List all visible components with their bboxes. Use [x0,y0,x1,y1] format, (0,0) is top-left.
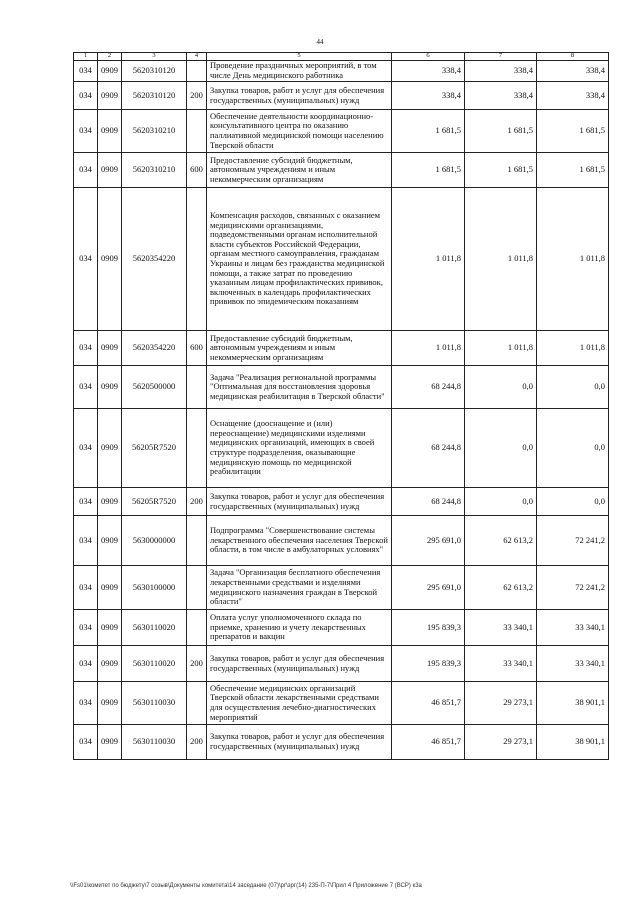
target-article-cell: 56205R7520 [122,409,187,488]
table-row [74,682,609,725]
section-code-cell: 0909 [98,82,122,110]
item-name-cell: Оснащение (дооснащение и (или) переоснащение) медицинскими изделиями медицинских организаций, имеющих в своей структуре подразделения, оказывающие медицинскую помощь по медицинской реабилитации [207,409,392,488]
expense-type-cell: 200 [187,82,207,110]
amount-year2-cell: 0,0 [465,488,537,516]
expense-type-cell [187,610,207,646]
amount-year2-cell: 338,4 [465,82,537,110]
amount-year3-cell: 33 340,1 [537,646,609,682]
section-code-cell: 0909 [98,516,122,566]
section-code-cell: 0909 [98,610,122,646]
expense-type-cell [187,516,207,566]
target-article-cell: 5630110020 [122,646,187,682]
target-article-cell: 5620310210 [122,153,187,188]
amount-year1-cell: 68 244,8 [392,409,465,488]
ministry-code-cell: 034 [74,110,98,153]
item-name-cell: Подпрограмма "Совершенствование системы лекарственного обеспечения населения Тверской области, в том числе в амбулаторных условиях" [207,516,392,566]
ministry-code-cell: 034 [74,366,98,409]
amount-year2-cell: 1 011,8 [465,331,537,366]
column-number-row [74,53,609,61]
amount-year1-cell: 338,4 [392,61,465,82]
target-article-cell: 5630110020 [122,610,187,646]
expense-type-cell [187,566,207,610]
item-name-cell: Оплата услуг уполномоченного склада по приемке, хранению и учету лекарственных препаратов и вакцин [207,610,392,646]
amount-year2-cell: 33 340,1 [465,646,537,682]
item-name-cell: Закупка товаров, работ и услуг для обеспечения государственных (муниципальных) нужд [207,488,392,516]
amount-year1-cell: 295 691,0 [392,516,465,566]
expense-type-cell: 600 [187,153,207,188]
amount-year1-cell: 1 011,8 [392,188,465,331]
target-article-cell: 56205R7520 [122,488,187,516]
ministry-code-cell: 034 [74,610,98,646]
ministry-code-cell: 034 [74,682,98,725]
section-code-cell: 0909 [98,409,122,488]
table-row [74,188,609,331]
target-article-cell: 5620354220 [122,188,187,331]
amount-year1-cell: 46 851,7 [392,725,465,760]
ministry-code-cell: 034 [74,82,98,110]
target-article-cell: 5630100000 [122,566,187,610]
amount-year3-cell: 0,0 [537,409,609,488]
item-name-cell: Закупка товаров, работ и услуг для обеспечения государственных (муниципальных) нужд [207,646,392,682]
amount-year1-cell: 1 681,5 [392,153,465,188]
item-name-cell: Обеспечение медицинских организаций Тверской области лекарственными средствами для осуществления лечебно-диагностических мероприятий [207,682,392,725]
section-code-cell: 0909 [98,61,122,82]
amount-year3-cell: 72 241,2 [537,566,609,610]
amount-year1-cell: 195 839,3 [392,610,465,646]
amount-year3-cell: 33 340,1 [537,610,609,646]
amount-year2-cell: 0,0 [465,409,537,488]
ministry-code-cell: 034 [74,566,98,610]
amount-year3-cell: 1 681,5 [537,110,609,153]
amount-year1-cell: 46 851,7 [392,682,465,725]
amount-year1-cell: 1 681,5 [392,110,465,153]
table-row [74,488,609,516]
target-article-cell: 5620354220 [122,331,187,366]
expense-type-cell [187,188,207,331]
amount-year3-cell: 0,0 [537,366,609,409]
target-article-cell: 5630110030 [122,682,187,725]
amount-year2-cell: 29 273,1 [465,725,537,760]
amount-year2-cell: 33 340,1 [465,610,537,646]
ministry-code-cell: 034 [74,188,98,331]
ministry-code-cell: 034 [74,725,98,760]
table-row [74,366,609,409]
amount-year3-cell: 72 241,2 [537,516,609,566]
expense-type-cell [187,682,207,725]
table-row [74,110,609,153]
section-code-cell: 0909 [98,366,122,409]
amount-year1-cell: 68 244,8 [392,366,465,409]
section-code-cell: 0909 [98,725,122,760]
target-article-cell: 5630110030 [122,725,187,760]
amount-year1-cell: 338,4 [392,82,465,110]
table-row [74,646,609,682]
table-row [74,725,609,760]
column-number: 8 [537,53,609,61]
item-name-cell: Предоставление субсидий бюджетным, автономным учреждениям и иным некоммерческим организациям [207,153,392,188]
target-article-cell: 5620310210 [122,110,187,153]
expense-type-cell [187,110,207,153]
amount-year3-cell: 338,4 [537,61,609,82]
expense-type-cell: 600 [187,331,207,366]
column-number: 2 [98,53,122,61]
item-name-cell: Предоставление субсидий бюджетным, автономным учреждениям и иным некоммерческим организациям [207,331,392,366]
item-name-cell: Проведение праздничных мероприятий, в том числе День медицинского работника [207,61,392,82]
expense-type-cell [187,61,207,82]
section-code-cell: 0909 [98,646,122,682]
section-code-cell: 0909 [98,331,122,366]
expense-type-cell: 200 [187,725,207,760]
footer-file-path: \\Fs01\комитет по бюджету\7 созыв\Документы комитета\14 заседание (07)\рг\зрг(14) 235-П-7\Прил 4 Приложение 7 (ВСР) к3а [70,883,422,889]
column-number: 4 [187,53,207,61]
ministry-code-cell: 034 [74,646,98,682]
ministry-code-cell: 034 [74,153,98,188]
budget-table [73,52,609,760]
item-name-cell: Закупка товаров, работ и услуг для обеспечения государственных (муниципальных) нужд [207,82,392,110]
table-row [74,566,609,610]
amount-year3-cell: 38 901,1 [537,725,609,760]
section-code-cell: 0909 [98,566,122,610]
expense-type-cell: 200 [187,646,207,682]
amount-year2-cell: 338,4 [465,61,537,82]
amount-year3-cell: 1 011,8 [537,188,609,331]
ministry-code-cell: 034 [74,516,98,566]
amount-year2-cell: 62 613,2 [465,516,537,566]
amount-year3-cell: 1 681,5 [537,153,609,188]
amount-year1-cell: 195 839,3 [392,646,465,682]
amount-year1-cell: 1 011,8 [392,331,465,366]
amount-year2-cell: 1 011,8 [465,188,537,331]
table-row [74,82,609,110]
amount-year2-cell: 62 613,2 [465,566,537,610]
section-code-cell: 0909 [98,110,122,153]
expense-type-cell [187,366,207,409]
expense-type-cell [187,409,207,488]
target-article-cell: 5620310120 [122,61,187,82]
column-number: 3 [122,53,187,61]
item-name-cell: Задача "Реализация региональной программы "Оптимальная для восстановления здоровья медицинская реабилитация в Тверской области" [207,366,392,409]
item-name-cell: Задача "Организация бесплатного обеспечения лекарственными средствами и изделиями медицинского назначения граждан в Тверской области" [207,566,392,610]
column-number: 7 [465,53,537,61]
amount-year3-cell: 38 901,1 [537,682,609,725]
amount-year1-cell: 295 691,0 [392,566,465,610]
section-code-cell: 0909 [98,488,122,516]
section-code-cell: 0909 [98,188,122,331]
amount-year3-cell: 0,0 [537,488,609,516]
amount-year3-cell: 1 011,8 [537,331,609,366]
section-code-cell: 0909 [98,153,122,188]
table-row [74,331,609,366]
column-number: 5 [207,53,392,61]
column-number: 6 [392,53,465,61]
table-row [74,153,609,188]
amount-year2-cell: 0,0 [465,366,537,409]
ministry-code-cell: 034 [74,61,98,82]
amount-year3-cell: 338,4 [537,82,609,110]
amount-year2-cell: 1 681,5 [465,110,537,153]
target-article-cell: 5620500000 [122,366,187,409]
target-article-cell: 5630000000 [122,516,187,566]
table-row [74,61,609,82]
table-row [74,409,609,488]
expense-type-cell: 200 [187,488,207,516]
item-name-cell: Закупка товаров, работ и услуг для обеспечения государственных (муниципальных) нужд [207,725,392,760]
amount-year1-cell: 68 244,8 [392,488,465,516]
target-article-cell: 5620310120 [122,82,187,110]
column-number: 1 [74,53,98,61]
ministry-code-cell: 034 [74,488,98,516]
table-row [74,516,609,566]
amount-year2-cell: 29 273,1 [465,682,537,725]
ministry-code-cell: 034 [74,409,98,488]
item-name-cell: Компенсация расходов, связанных с оказанием медицинскими организациями, подведомственными органам исполнительной власти субъектов Российской Федерации, органам местного самоуправления, гражданам Украины и лицам без гражданства медицинской помощи, а также затрат по проведению указанным лицам профилактических прививок, включенных в календарь профилактических прививок по эпидемическим показаниям [207,188,392,331]
section-code-cell: 0909 [98,682,122,725]
item-name-cell: Обеспечение деятельности координационно-консультативного центра по оказанию паллиативной медицинской помощи населению Тверской области [207,110,392,153]
page-number: 44 [316,38,324,46]
amount-year2-cell: 1 681,5 [465,153,537,188]
table-row [74,610,609,646]
ministry-code-cell: 034 [74,331,98,366]
